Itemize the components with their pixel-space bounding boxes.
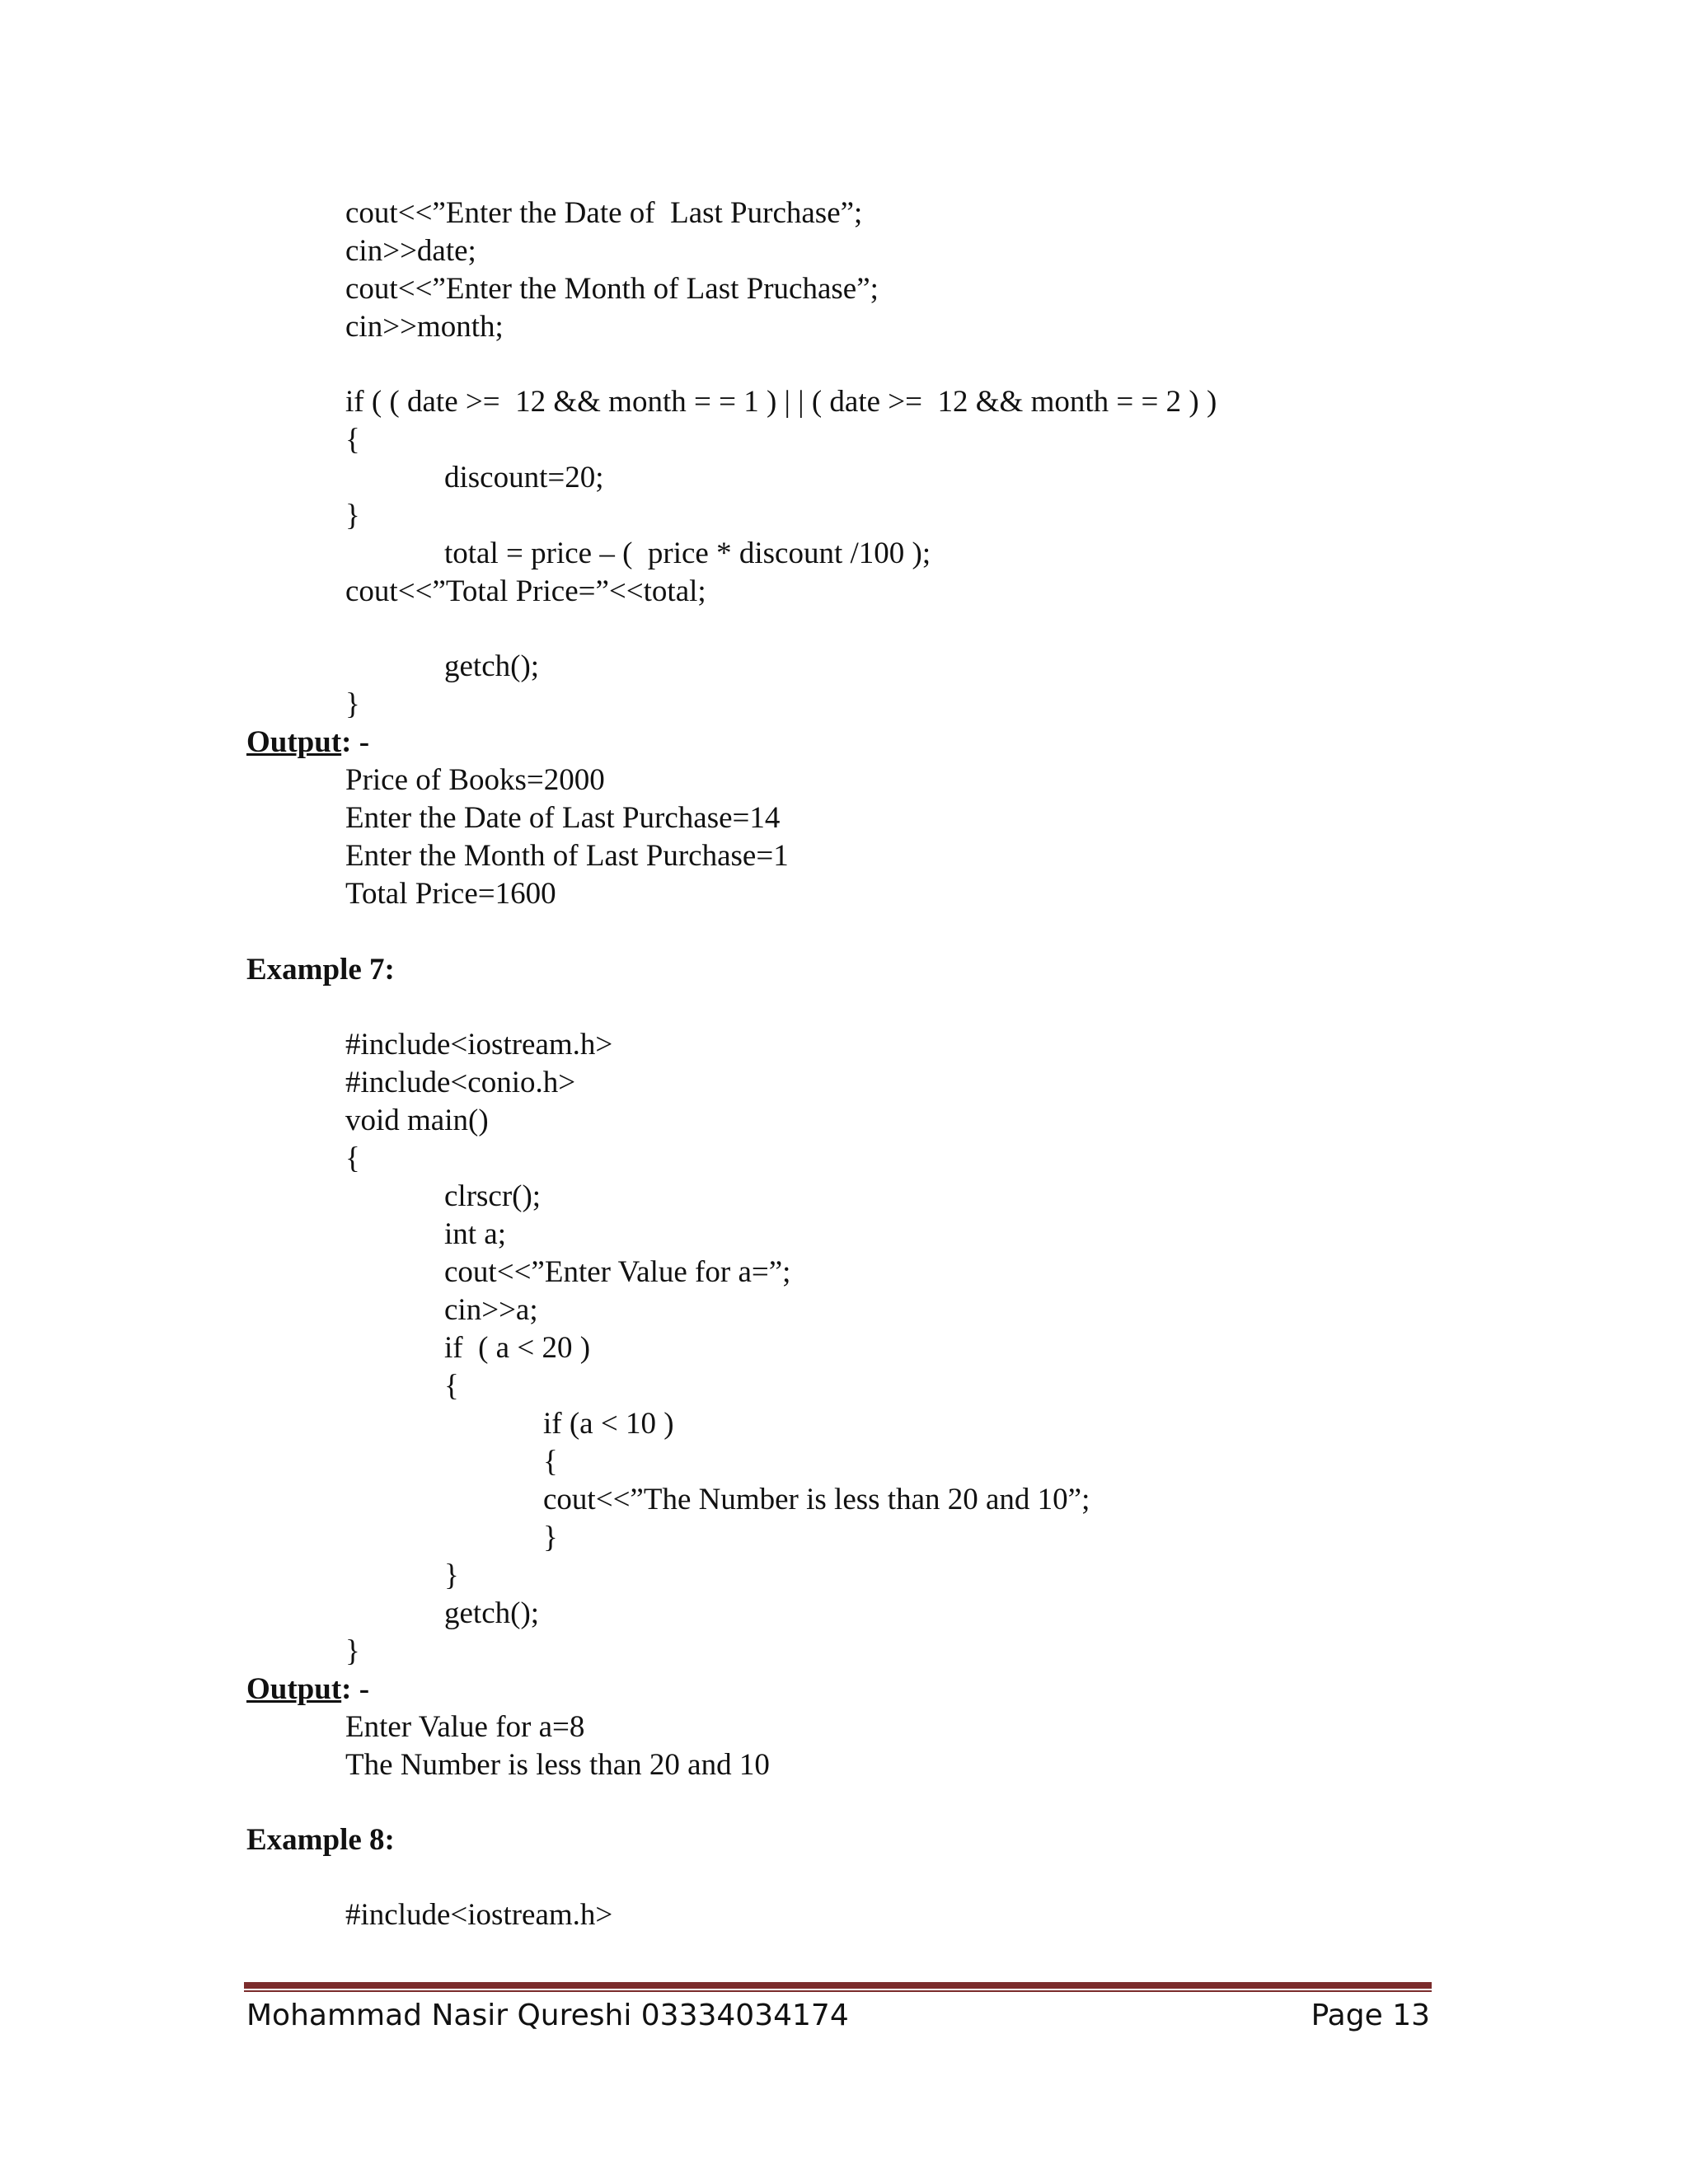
code-line: #include<iostream.h> [345, 1028, 613, 1062]
code-line: cin>>date; [345, 234, 476, 268]
code-line: cout<<”The Number is less than 20 and 10”; [543, 1483, 1090, 1516]
code-line: void main() [345, 1104, 489, 1137]
output-line: Price of Books=2000 [345, 763, 605, 797]
code-line: } [345, 499, 360, 532]
code-line: total = price – ( price * discount /100 ); [444, 537, 931, 570]
code-line: cout<<”Enter the Date of Last Purchase”; [345, 196, 863, 230]
footer-author: Mohammad Nasir Qureshi 03334034174 [246, 1999, 849, 2032]
output-line: Total Price=1600 [345, 877, 556, 911]
code-line: if ( a < 20 ) [444, 1331, 591, 1365]
code-line: { [345, 1141, 360, 1175]
footer-divider [244, 1982, 1432, 1989]
output-line: The Number is less than 20 and 10 [345, 1748, 770, 1782]
code-line: discount=20; [444, 461, 604, 494]
output-suffix: : - [341, 725, 370, 759]
output-label: Output [246, 725, 342, 759]
code-line: if ( ( date >= 12 && month = = 1 ) | | ( date >= 12 && month = = 2 ) ) [345, 385, 1217, 419]
code-line: clrscr(); [444, 1179, 542, 1213]
code-line: cout<<”Enter Value for a=”; [444, 1255, 791, 1289]
output-heading [246, 1671, 369, 1708]
code-line: { [345, 423, 360, 457]
output-line: Enter Value for a=8 [345, 1710, 585, 1744]
code-line: int a; [444, 1217, 507, 1251]
code-line: getch(); [444, 1596, 540, 1630]
example-7-heading: Example 7: [246, 953, 395, 987]
code-line: cin>>month; [345, 310, 504, 344]
code-line: } [345, 1634, 360, 1668]
output-heading [246, 724, 369, 762]
code-line: } [444, 1558, 459, 1592]
code-line: { [543, 1445, 558, 1479]
code-line: } [543, 1521, 558, 1554]
code-line: { [444, 1369, 459, 1403]
code-line: } [345, 687, 360, 721]
example-8-heading: Example 8: [246, 1823, 395, 1857]
code-line: cin>>a; [444, 1293, 538, 1327]
code-line: getch(); [444, 649, 540, 683]
code-line: if (a < 10 ) [543, 1407, 674, 1441]
output-line: Enter the Month of Last Purchase=1 [345, 839, 789, 873]
output-suffix: : - [341, 1672, 370, 1706]
code-line: #include<iostream.h> [345, 1898, 613, 1932]
output-line: Enter the Date of Last Purchase=14 [345, 801, 781, 835]
code-line: cout<<”Total Price=”<<total; [345, 574, 706, 608]
footer-divider-thin [244, 1990, 1432, 1992]
code-line: #include<conio.h> [345, 1066, 576, 1099]
code-line: cout<<”Enter the Month of Last Pruchase”; [345, 272, 879, 306]
page-number: Page 13 [1311, 1999, 1430, 2032]
output-label: Output [246, 1672, 342, 1706]
